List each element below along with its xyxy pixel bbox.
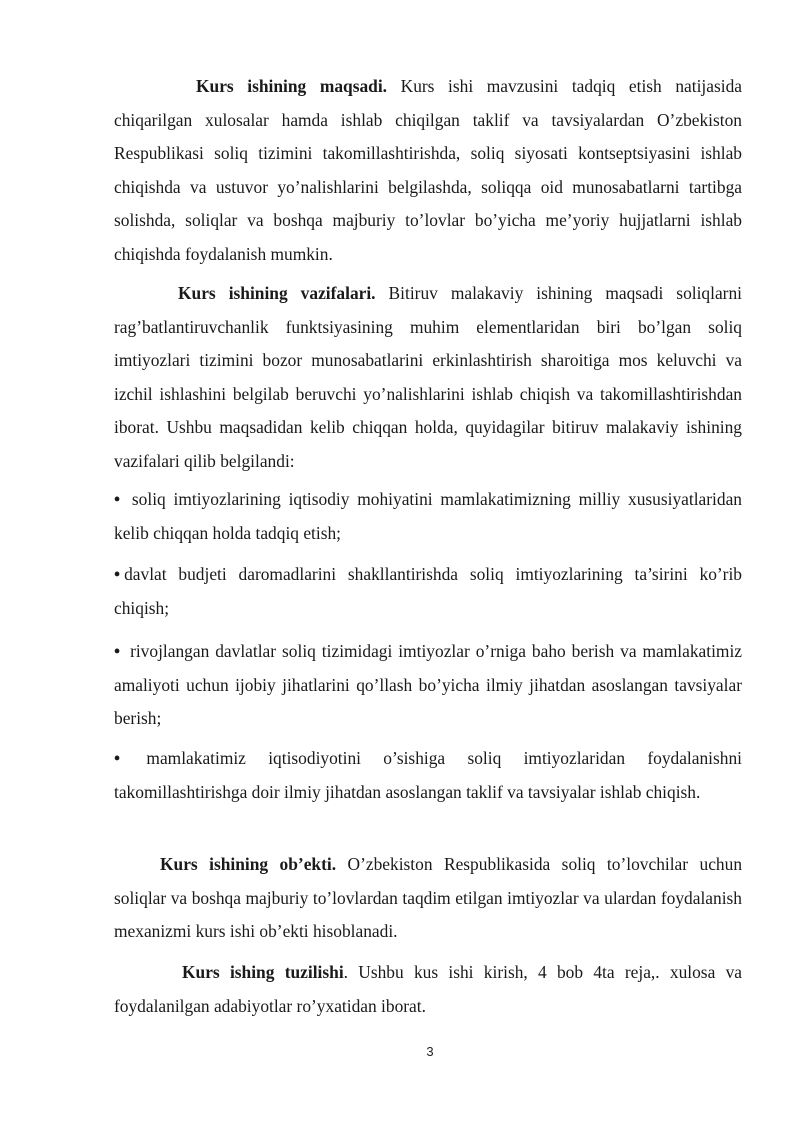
object-text: O’zbekiston Respublikasida soliq to’lovchilar uchun soliqlar va boshqa majburiy to’lovlardan taqdim etilgan imtiyozlar va ulardan foydalanish mexanizmi kurs ishi ob’ekti hisoblanadi. (114, 854, 743, 942)
goal-heading: Kurs ishining maqsadi. (196, 76, 388, 96)
bullet-text: rivojlangan davlatlar soliq tizimidagi imtiyozlar o’rniga baho berish va mamlakatimiz amaliyoti uchun ijobiy jihatlarini qo’llash bo’yicha ilmiy jihatdan asoslangan tavsiyalar berish; (114, 641, 742, 729)
bullet-text: davlat budjeti daromadlarini shakllantirishda soliq imtiyozlarining ta’sirini ko’rib chiqish; (114, 564, 742, 618)
object-paragraph (114, 848, 742, 949)
bullet-icon: • (114, 489, 121, 509)
object-heading: Kurs ishining ob’ekti. (160, 854, 337, 874)
bullet-item-4 (114, 742, 742, 809)
bullet-text: mamlakatimiz iqtisodiyotini o’sishiga soliq imtiyozlaridan foydalanishni takomillashtirishga doir ilmiy jihatdan asoslangan taklif va tavsiyalar ishlab chiqish. (114, 748, 742, 802)
structure-text: . Ushbu kus ishi kirish, 4 bob 4ta reja,. xulosa va foydalanilgan adabiyotlar ro’yxatidan iborat. (114, 962, 742, 1016)
bullet-text: soliq imtiyozlarining iqtisodiy mohiyatini mamlakatimizning milliy xususiyatlaridan kelib chiqqan holda tadqiq etish; (114, 489, 742, 543)
bullet-icon: • (114, 564, 121, 584)
page-number: 3 (426, 1044, 434, 1059)
tasks-heading: Kurs ishining vazifalari. (178, 283, 376, 303)
tasks-paragraph (114, 277, 742, 479)
bullet-item-1 (114, 483, 742, 550)
structure-paragraph (114, 956, 742, 1023)
tasks-text: Bitiruv malakaviy ishining maqsadi soliqlarni rag’batlantiruvchanlik funktsiyasining muhim elementlaridan biri bo’lgan soliq imtiyozlari tizimini bozor munosabatlarini erkinlashtirish sharoitiga mos keluvchi va izchil ishlashini belgilab beruvchi yo’nalishlarini ishlab chiqish va takomillashtirishdan iborat. Ushbu maqsadidan kelib chiqqan holda, quyidagilar bitiruv malakaviy ishining vazifalari qilib belgilandi: (114, 283, 742, 471)
bullet-item-3 (114, 635, 742, 736)
bullet-item-2 (114, 558, 742, 625)
goal-paragraph (114, 70, 742, 272)
bullet-icon: • (114, 748, 121, 768)
goal-text: Kurs ishi mavzusini tadqiq etish natijasida chiqarilgan xulosalar hamda ishlab chiqilgan taklif va tavsiyalardan O’zbekiston Respublikasi soliq tizimini takomillashtirishda, soliq siyosati kontseptsiyasini ishlab chiqishda va ustuvor yo’nalishlarini belgilashda, soliqqa oid munosabatlarni tartibga solishda, soliqlar va boshqa majburiy to’lovlar bo’yicha me’yoriy hujjatlarni ishlab chiqishda foydalanish mumkin. (114, 76, 742, 264)
bullet-icon: • (114, 641, 121, 661)
structure-heading: Kurs ishing tuzilishi (182, 962, 344, 982)
